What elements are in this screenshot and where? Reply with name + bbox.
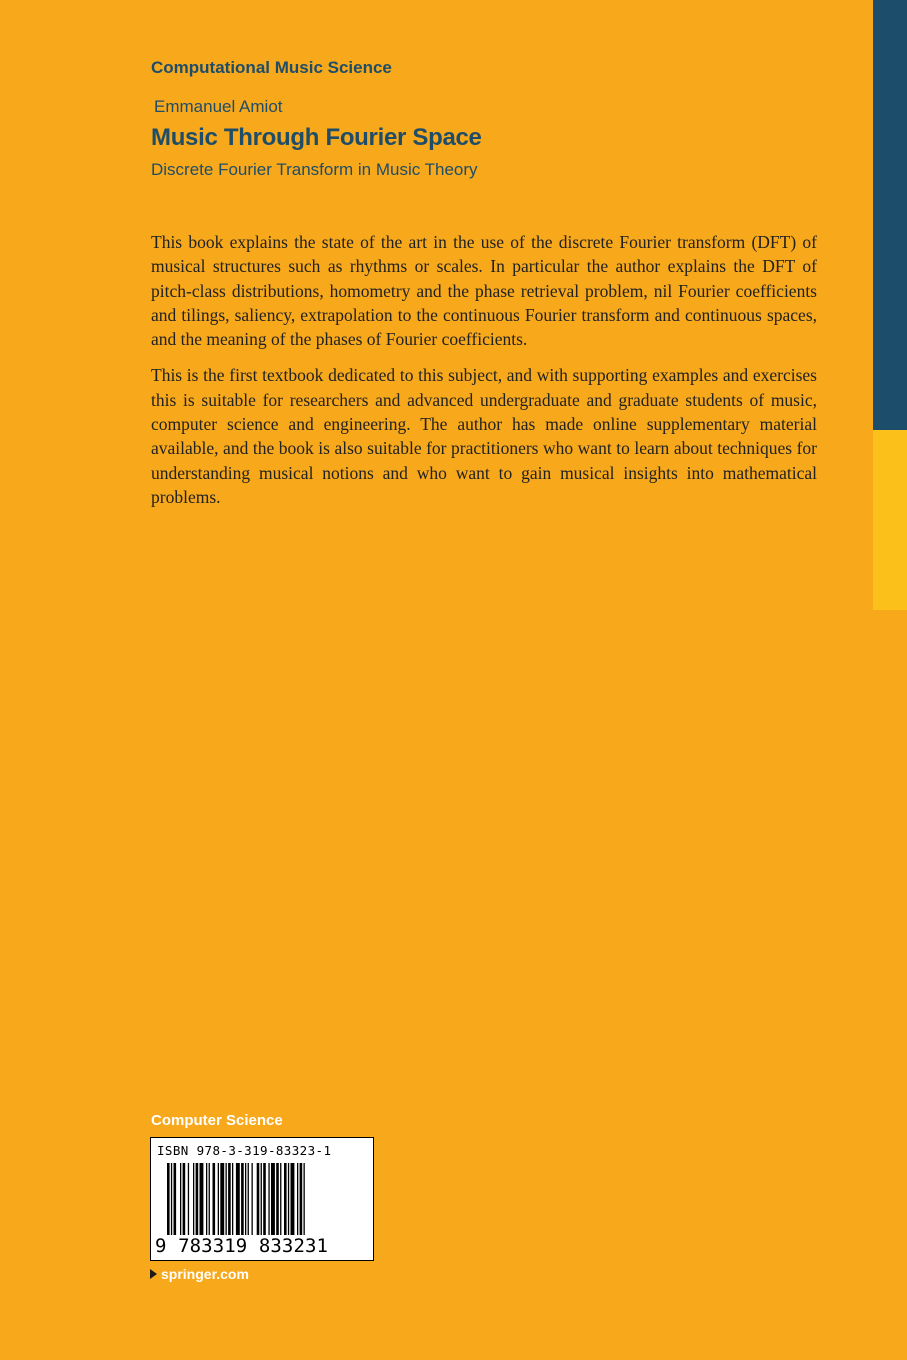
spine-stripe-blue	[873, 0, 907, 430]
barcode-bar	[236, 1163, 240, 1235]
book-subtitle: Discrete Fourier Transform in Music Theory	[151, 160, 478, 179]
description-paragraph: This is the first textbook dedicated to this subject, and with supporting examples and exercises this is suitable for researchers and advanced undergraduate and graduate students of music, computer science and engineering. The author has made online supplementary material available, and the book is also suitable for practitioners who want to learn about techniques for understanding musical notions and who want to gain musical insights into mathematical problems.	[151, 365, 817, 507]
barcode-bar	[206, 1163, 207, 1235]
barcode-bar	[304, 1163, 305, 1235]
barcode-bar	[213, 1163, 216, 1235]
isbn-number: ISBN 978-3-319-83323-1	[157, 1143, 332, 1158]
barcode-bar	[183, 1163, 186, 1235]
barcode-bar	[300, 1163, 303, 1235]
publisher-link[interactable]	[150, 1266, 249, 1282]
barcode-bar	[218, 1163, 219, 1235]
book-description	[151, 230, 817, 521]
barcode-bar	[180, 1163, 181, 1235]
barcode-bar	[171, 1163, 172, 1235]
barcode-bar	[252, 1163, 253, 1235]
spine-stripe-yellow	[873, 430, 907, 610]
barcode-bar	[196, 1163, 199, 1235]
description-paragraph: This book explains the state of the art in the use of the discrete Fourier transform (DFT) of musical structures such as rhythms or scales. In particular the author explains the DFT of pitch-class distributions, homometry and the phase retrieval problem, nil Fourier coefficients and tilings, saliency, extrapolation to the continuous Fourier transform and continuous spaces, and the meaning of the phases of Fourier coefficients.	[151, 232, 817, 350]
barcode-bar	[268, 1163, 269, 1235]
barcode-bar	[297, 1163, 298, 1235]
barcode-bar	[291, 1163, 295, 1235]
series-name: Computational Music Science	[151, 58, 392, 77]
author-name: Emmanuel Amiot	[154, 97, 283, 116]
arrow-right-icon	[150, 1269, 157, 1279]
ean-digits: 9 783319 833231	[155, 1235, 329, 1257]
barcode-bar	[226, 1163, 227, 1235]
barcode-bar	[200, 1163, 204, 1235]
barcode-bar	[288, 1163, 289, 1235]
barcode-bar	[276, 1163, 279, 1235]
barcode-bar	[188, 1163, 189, 1235]
publisher-url[interactable]: springer.com	[161, 1266, 249, 1282]
barcode-bar	[209, 1163, 210, 1235]
barcode-bar	[248, 1163, 249, 1235]
barcode-bar	[174, 1163, 177, 1235]
barcode-bar	[232, 1163, 233, 1235]
subject-category: Computer Science	[151, 1112, 283, 1129]
barcode-bar	[280, 1163, 281, 1235]
barcode-bar	[245, 1163, 246, 1235]
isbn-barcode	[150, 1137, 374, 1261]
barcode-bar	[284, 1163, 287, 1235]
barcode-bar	[261, 1163, 262, 1235]
barcode-bar	[241, 1163, 244, 1235]
barcode-bar	[271, 1163, 275, 1235]
barcode-bars	[167, 1163, 357, 1243]
barcode-bar	[257, 1163, 260, 1235]
book-title: Music Through Fourier Space	[151, 124, 482, 151]
barcode-bar	[220, 1163, 224, 1235]
barcode-bar	[193, 1163, 194, 1235]
barcode-bar	[263, 1163, 266, 1235]
barcode-bar	[167, 1163, 170, 1235]
barcode-bar	[228, 1163, 231, 1235]
